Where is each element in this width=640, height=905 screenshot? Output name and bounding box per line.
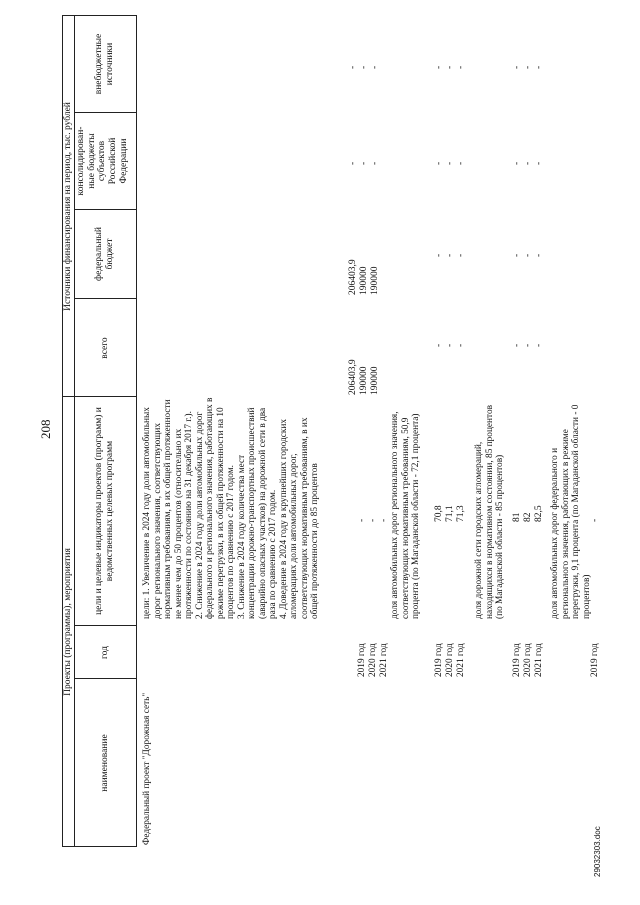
indicator-federal: - <box>512 253 522 257</box>
funding-consolidated: - <box>348 161 358 165</box>
header-divider-2 <box>136 15 137 847</box>
indicator-consolidated: - <box>434 161 444 165</box>
funding-total: 190000 <box>359 366 369 395</box>
indicator-text: доля автомобильных дорог федерального и регионального значения, работающих в режиме перегрузки, 9,1 процента (по Магаданской области - 0 процентов) <box>550 404 592 619</box>
indicator-extra: - <box>456 65 466 69</box>
indicator-consolidated: - <box>512 161 522 165</box>
indicator-consolidated: - <box>445 161 455 165</box>
rotated-document-page <box>30 15 610 877</box>
funding-extra: - <box>348 65 358 69</box>
indicator-extra: - <box>445 65 455 69</box>
header-total: всего <box>100 337 110 359</box>
indicator-value: 81 <box>512 512 522 522</box>
funding-federal: 206403,9 <box>348 259 358 295</box>
indicator-text: доля дорожной сети городских агломераций, находящихся в нормативном состоянии, 85 процентов (по Магаданской области - 85 процентов) <box>474 404 505 619</box>
indicator-federal: - <box>445 253 455 257</box>
indicator-extra: - <box>512 65 522 69</box>
indicator-year: 2020 год <box>523 643 533 677</box>
indicator-total: - <box>456 343 466 347</box>
indicator-year: 2019 год <box>512 643 522 677</box>
indicator-value: 71,3 <box>456 505 466 522</box>
funding-federal: 190000 <box>370 266 380 295</box>
funding-year: 2021 год <box>379 643 389 677</box>
indicator-value: 82,5 <box>534 505 544 522</box>
indicator-consolidated: - <box>523 161 533 165</box>
header-goals: цели и целевые индикаторы проектов (программ) и ведомственных целевых программ <box>94 407 115 615</box>
header-projects: Проекты (программы), мероприятия <box>63 548 73 696</box>
indicator-value: 82 <box>523 512 533 522</box>
indicator-total: - <box>512 343 522 347</box>
document-footer-code: 29032303.doc <box>593 826 602 877</box>
funding-extra: - <box>370 65 380 69</box>
header-extra: внебюджетные источники <box>94 33 115 95</box>
indicator-value: - <box>590 518 600 522</box>
funding-total: 190000 <box>370 366 380 395</box>
indicator-total: - <box>523 343 533 347</box>
funding-consolidated: - <box>370 161 380 165</box>
funding-year: 2019 год <box>357 643 367 677</box>
indicator-value: 70,8 <box>434 505 444 522</box>
header-year: год <box>100 646 110 659</box>
funding-total: 206403,9 <box>348 359 358 395</box>
indicator-year: 2021 год <box>456 643 466 677</box>
indicator-value: 71,1 <box>445 505 455 522</box>
indicator-federal: - <box>534 253 544 257</box>
funding-consolidated: - <box>359 161 369 165</box>
funding-goal-dash: - <box>357 518 367 522</box>
indicator-total: - <box>534 343 544 347</box>
indicator-consolidated: - <box>534 161 544 165</box>
header-federal: федеральный бюджет <box>94 227 115 281</box>
col-divider-consolidated-extra <box>74 112 136 113</box>
indicator-year: 2020 год <box>445 643 455 677</box>
header-consolidated: консолидирован-ные бюджеты субъектов Российской Федерации <box>76 126 129 196</box>
indicator-total: - <box>434 343 444 347</box>
indicator-text: доля автомобильных дорог регионального значения, соответствующих нормативным требованиям, 50,9 процента (по Магаданской области - 72,1 процента) <box>390 411 421 619</box>
header-name: наименование <box>100 734 110 792</box>
indicator-federal: - <box>456 253 466 257</box>
funding-goal-dash: - <box>379 518 389 522</box>
indicator-extra: - <box>523 65 533 69</box>
funding-extra: - <box>359 65 369 69</box>
project-name: Федеральный проект "Дорожная сеть" <box>142 692 152 845</box>
indicator-year: 2021 год <box>534 643 544 677</box>
indicator-extra: - <box>434 65 444 69</box>
col-divider-federal-consolidated <box>74 209 136 210</box>
indicator-extra: - <box>534 65 544 69</box>
header-divider-1 <box>74 15 75 847</box>
project-goal-text: цели: 1. Увеличение в 2024 году доли автомобильных дорог регионального значения, соответствующих нормативным требованиям, в их общей протяженности не менее чем до 50 процентов (относительно их протяженности по состоянию на 31 декабря 2017 г.). 2. Снижение в 2024 году доли автомобильных дорог федерального и регионального значения, работающих в режиме перегрузки, в их общей протяженности на 10 процентов по сравнению с 2017 годом. 3. Снижение в 2024 году количества мест концентрации дорожно-транспортных происшествий (аварийно опасных участков) на дорожной сети в два раза по сравнению с 2017 годом. 4. Доведение в 2024 году в крупнейших городских агломерациях доли автомобильных дорог, соответствующих нормативным требованиям, в их общей протяженности до 85 процентов <box>142 397 320 619</box>
indicator-federal: - <box>434 253 444 257</box>
header-sources: Источники финансирования на период, тыс. рублей <box>63 102 73 311</box>
funding-federal: 190000 <box>359 266 369 295</box>
funding-year: 2020 год <box>368 643 378 677</box>
indicator-year: 2019 год <box>434 643 444 677</box>
indicator-consolidated: - <box>456 161 466 165</box>
indicator-year: 2019 год <box>590 643 600 677</box>
page-number: 208 <box>38 419 53 439</box>
indicator-federal: - <box>523 253 533 257</box>
indicator-total: - <box>445 343 455 347</box>
funding-goal-dash: - <box>368 518 378 522</box>
